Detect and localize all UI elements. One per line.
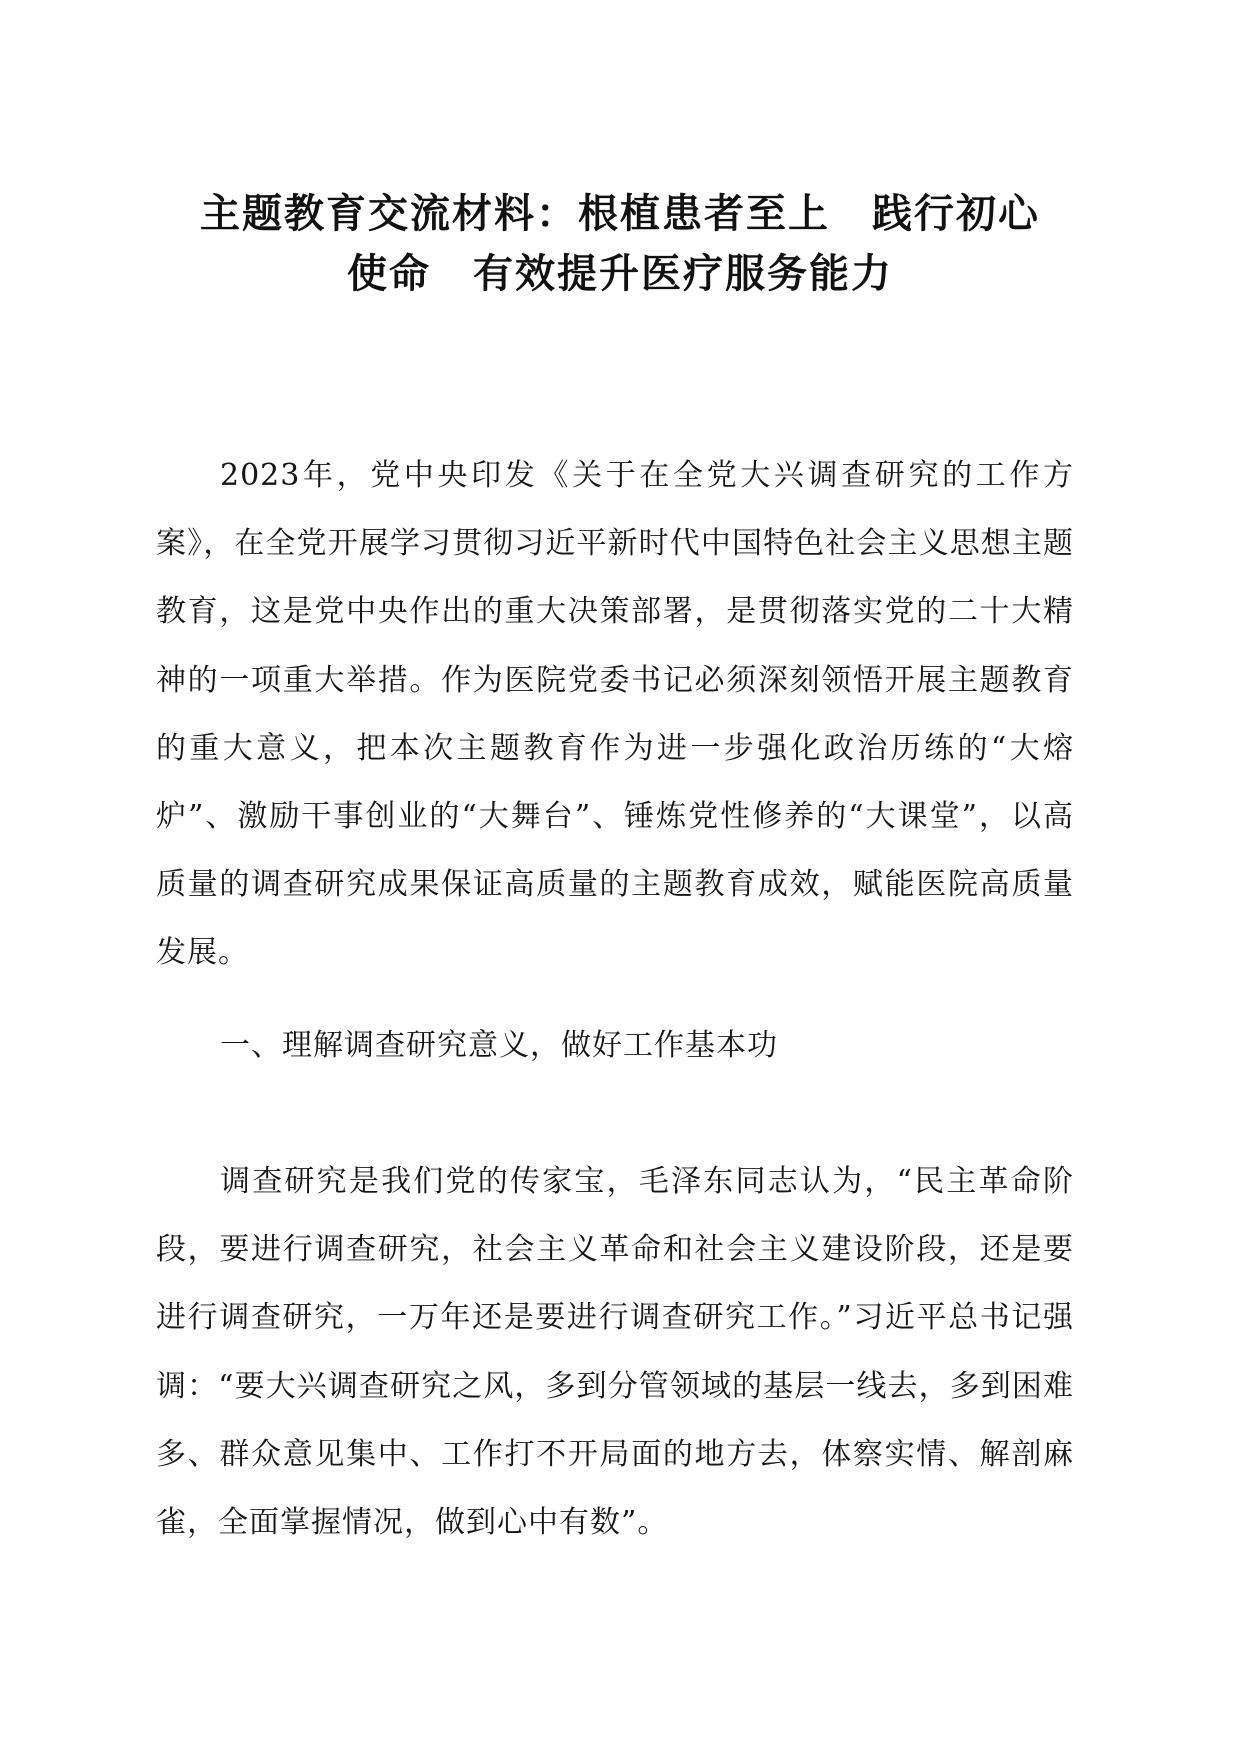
title-line-2: 使命 有效提升医疗服务能力 [347, 251, 893, 297]
section-heading-1: 一、理解调查研究意义，做好工作基本功 [220, 1028, 778, 1063]
title-line-1: 主题教育交流材料：根植患者至上 践行初心 [200, 191, 1040, 237]
body-paragraph-2: 调查研究是我们党的传家宝，毛泽东同志认为，“民主革命阶段，要进行调查研究，社会主义革命和社会主义建设阶段，还是要进行调查研究，一万年还是要进行调查研究工作。”习近平总书记强调：“要大兴调查研究之风，多到分管领域的基层一线去，多到困难多、群众意见集中、工作打不开局面的地方去，体察实情、解剖麻雀，全面掌握情况，做到心中有数”。 [156, 1164, 1074, 1541]
intro-paragraph: 2023年，党中央印发《关于在全党大兴调查研究的工作方案》，在全党开展学习贯彻习近平新时代中国特色社会主义思想主题教育，这是党中央作出的重大决策部署，是贯彻落实党的二十大精神的一项重大举措。作为医院党委书记必须深刻领悟开展主题教育的重大意义，把本次主题教育作为进一步强化政治历练的“大熔炉”、激励干事创业的“大舞台”、锤炼党性修养的“大课堂”，以高质量的调查研究成果保证高质量的主题教育成效，赋能医院高质量发展。 [156, 458, 1074, 971]
document-title [150, 184, 1090, 304]
